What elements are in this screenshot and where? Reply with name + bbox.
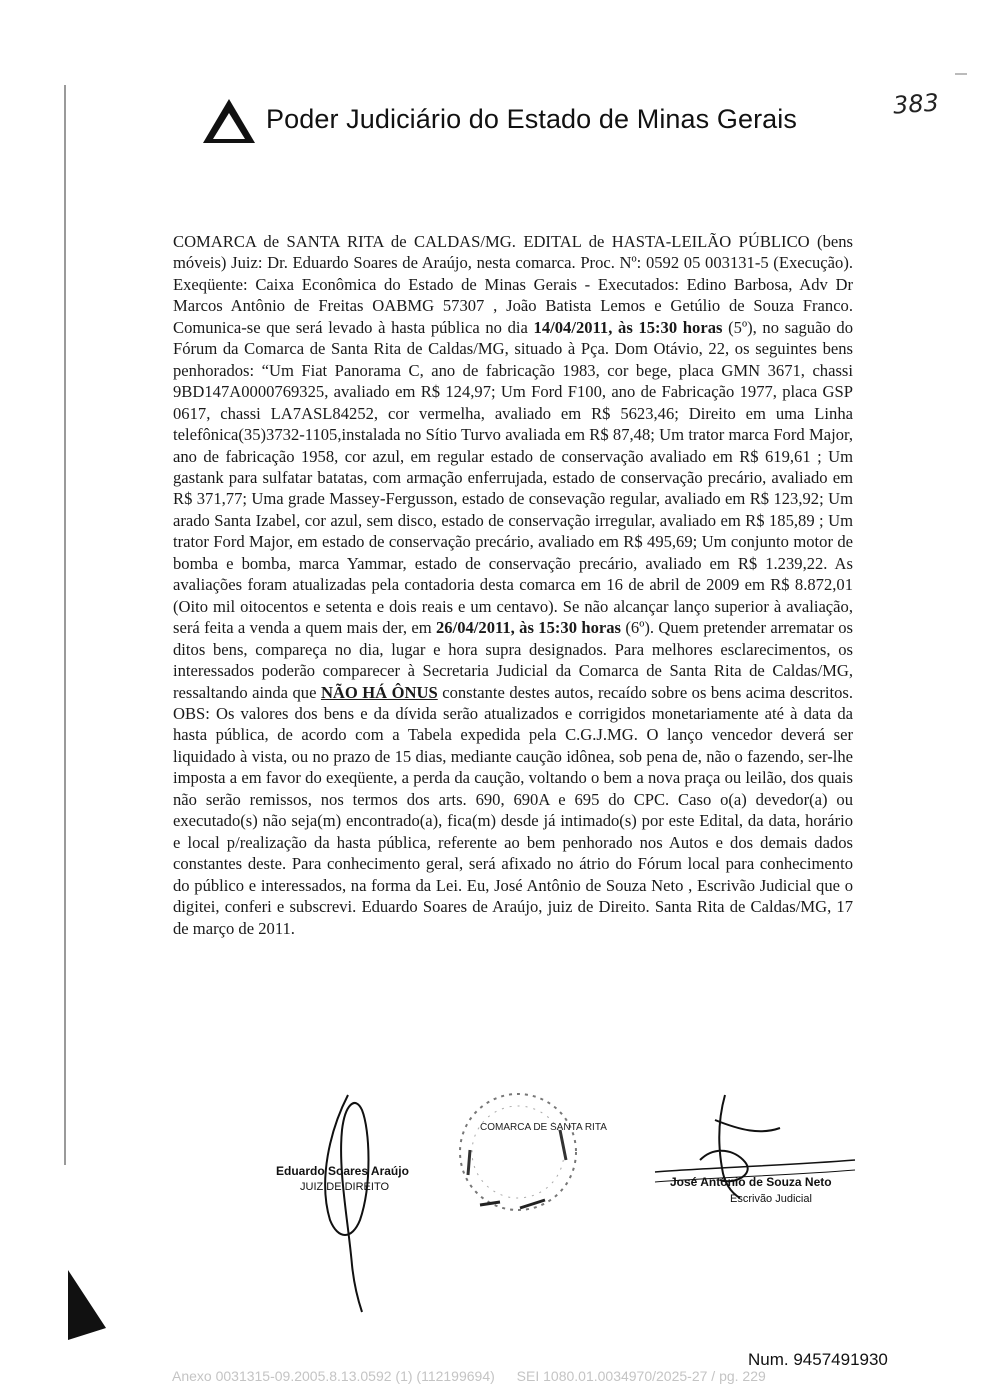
edital-paragraph-part: (6º). Quem pretender arrematar os ditos bens, compareça no dia, lugar e hora supra designados. Para melhores esclarecimentos, os interessados poderão comparecer à Secretaria Judicial da Comarca de Santa Rita de Caldas/MG, ressaltando ainda que xyxy=(173,618,854,702)
edital-paragraph-part: COMARCA de SANTA RITA de CALDAS/MG. EDITAL de HASTA-LEILÃO PÚBLICO (bens móveis) Juiz: Dr. Eduardo Soares de Araújo, nesta comarca. Proc. Nº: 0592 05 003131-5 (Execução). Exeqüente: Caixa Econômica do Estado de Minas Gerais - Executados: Edino Barbosa, Adv Dr Marcos Antônio de Freitas OABMG 57307 , João Batista Lemos e Getúlio de Souza Franco. Comunica-se que será levado à hasta pública no dia xyxy=(173,232,853,337)
judge-name: Eduardo Soares Araújo xyxy=(276,1164,409,1178)
judge-signature xyxy=(325,1095,368,1312)
footer-reference xyxy=(172,1368,784,1384)
no-encumbrance-notice: NÃO HÁ ÔNUS xyxy=(320,682,438,702)
margin-line xyxy=(64,85,66,1165)
tjmg-logo-icon xyxy=(200,96,258,146)
edital-paragraph-part: (5º), no saguão do Fórum da Comarca de Santa Rita de Caldas/MG, situado à Pça. Dom Otávio, 22, os seguintes bens penhorados: “Um Fiat Panorama C, ano de fabricação 1983, cor bege, placa GMN 3671, chassi 9BD147A0000769325, avaliado em R$ 124,97; Um Ford F100, ano de Fabricação 1977, placa GSP 0617, chassi LA7ASL84252, cor vermelha, avaliado em R$ 5623,46; Direito em uma Linha telefônica(35)3732-1105,instalada no Sítio Turvo avaliada em R$ 87,48; Um trator marca Ford Major, ano de fabricação 1958, cor azul, em regular estado de conservação avaliado em R$ 619,61 ; Um gastank para sulfatar batatas, com armação enferrujada, estado de conservação precário, avaliado em R$ 371,77; Uma grade Massey-Fergusson, estado de consevação regular, avaliado em R$ 123,92; Um arado Santa Izabel, cor azul, sem disco, estado de conservação irregular, avaliado em R$ 185,89 ; Um trator Ford Major, em estado de conservação precário, avaliado em R$ 495,69; Um conjunto motor de bomba e bomba, marca Yammar, estado de conservação precário, avaliado em R$ 1.239,22. As avaliações foram atualizadas pela contadoria desta comarca em 16 de abril de 2009 em R$ 8.872,01 (Oito mil oitocentos e setenta e dois reais e um centavo). Se não alcançar lanço superior à avaliação, será feita a venda a quem mais der, em xyxy=(173,317,854,638)
sei-reference: SEI 1080.01.0034970/2025-27 / pg. 229 xyxy=(516,1368,766,1384)
edital-text xyxy=(173,231,853,939)
corner-triangle-icon xyxy=(68,1270,108,1340)
handwritten-page-number: 383 xyxy=(892,88,940,120)
auction-date-first: 14/04/2011, às 15:30 horas xyxy=(533,317,723,337)
edital-paragraph-part: constante destes autos, recaído sobre os bens acima descritos. OBS: Os valores dos bens e da dívida serão atualizados e corrigidos monetariamente até à data da hasta pública, de acordo com a Tabela expedida pela C.G.J.MG. O lanço vencedor deverá ser liquidado à vista, ou no prazo de 15 dias, mediante caução idônea, sob pena de, não o fazendo, ser-lhe imposta a em favor do exeqüente, a perda da caução, voltando o bem a nova praça ou leilão, dos quais não serão remissos, nos termos dos arts. 690, 690A e 695 do CPC. Caso o(a) devedor(a) ou executado(s) não seja(m) encontrado(a), fica(m) desde já intimado(s) por este Edital, da data, horário e local p/realização da hasta pública, referente ao bem penhorado nos Autos e dos demais dados constantes deste. Para conhecimento geral, será afixado no átrio do Fórum local para conhecimento do público e interessados, na forma da Lei. Eu, José Antônio de Souza Neto , Escrivão Judicial que o digitei, conferi e subscrevi. Eduardo Soares de Araújo, juiz de Direito. Santa Rita de Caldas/MG, 17 de março de 2011. xyxy=(173,682,853,938)
court-seal xyxy=(460,1094,607,1210)
signature-area xyxy=(0,1090,1000,1320)
judge-role: JUIZ DE DIREITO xyxy=(300,1181,390,1193)
annex-reference: Anexo 0031315-09.2005.8.13.0592 (1) (112199694) xyxy=(172,1368,495,1384)
corner-mark xyxy=(955,73,967,75)
document-number: Num. 9457491930 xyxy=(748,1350,888,1369)
institution-title: Poder Judiciário do Estado de Minas Gerais xyxy=(266,104,797,134)
seal-text: COMARCA DE SANTA RITA xyxy=(480,1122,607,1133)
auction-date-second: 26/04/2011, às 15:30 horas xyxy=(435,618,622,638)
clerk-role: Escrivão Judicial xyxy=(730,1193,812,1205)
clerk-name: José Antônio de Souza Neto xyxy=(670,1175,832,1189)
